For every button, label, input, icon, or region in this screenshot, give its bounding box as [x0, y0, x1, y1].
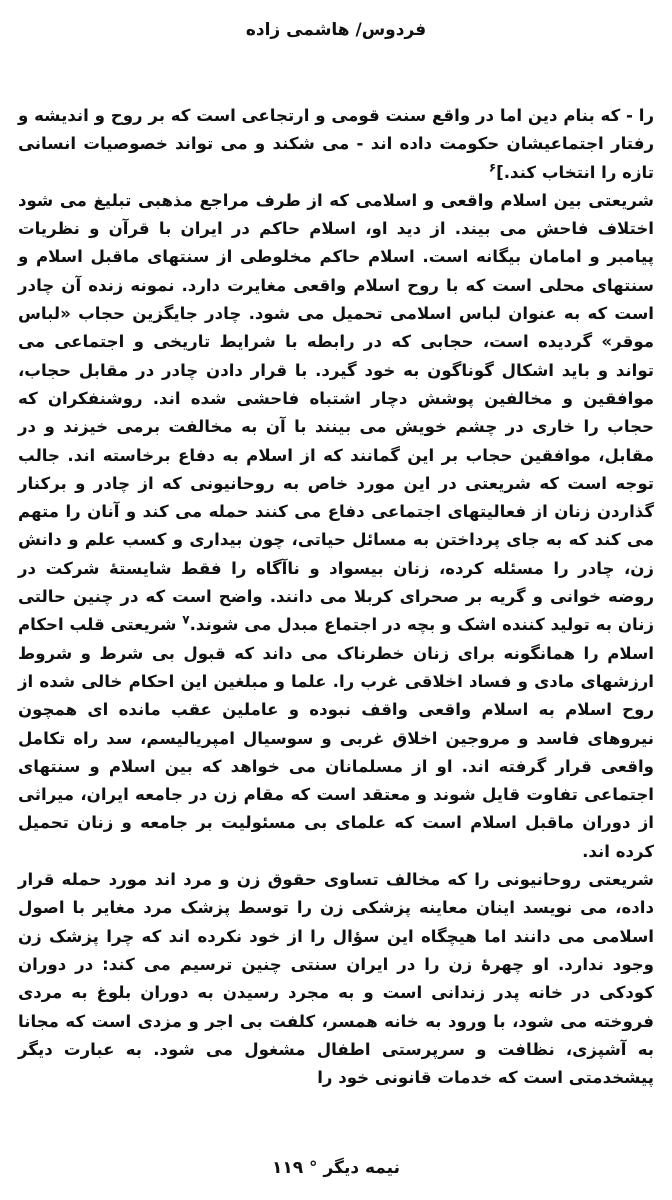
- paragraph-2-text-continued: شریعتی قلب احکام اسلام را همانگونه برای زنان خطرناک می داند که قبول بی شرط و شروط ارزشهای مادی و فساد اخلاقی غرب را. علما و مبلغین این احکام خالی شده از روح اسلام به اسلام واقعی واقف نبوده و عاملین عقب مانده ای همچون نیروهای فاسد و مروجین اخلاق غربی و سوسیال امپریالیسم، سد راه تکامل واقعی قرار گرفته اند. او از مسلمانان می خواهد که بین اسلام و سنتهای اجتماعی تفاوت قایل شوند و معتقد است که مقام زن در جامعه ایران، میراثی از دوران ماقبل اسلام است که علمای بی مسئولیت بر جامعه و زنان تحمیل کرده اند.: [18, 615, 654, 861]
- body-text: [18, 102, 654, 1092]
- running-header-title: فردوس/ هاشمی زاده: [245, 20, 427, 40]
- paragraph-1-text: را - که بنام دین اما در واقع سنت قومی و ارتجاعی است که بر روح و اندیشه و رفتار اجتماعیشان حکومت داده اند - می شکند و می تواند خصوصیات انسانی تازه را انتخاب کند.]: [18, 106, 654, 182]
- paragraph-1: [18, 102, 654, 187]
- paragraph-2-text: شریعتی بین اسلام واقعی و اسلامی که از طرف مراجع مذهبی تبلیغ می شود اختلاف فاحش می بیند. از دید او، اسلام حاکم در ایران با قرآن و نظریات پیامبر و امامان بیگانه است. اسلام حاکم مخلوطی از سنتهای ماقبل اسلام و سنتهای محلی است که با روح اسلام واقعی مغایرت دارد. نمونه زنده آن چادر است که به عنوان لباس اسلامی تحمیل می شود. چادر جایگزین حجاب «لباس موقر» گردیده است، حجابی که در رابطه با شرایط تاریخی و اجتماعی می تواند و باید اشکال گوناگون به خود گیرد. با قرار دادن چادر در مقابل حجاب، موافقین و مخالفین پوشش دچار اشتباه فاحشی شده اند. روشنفکران که حجاب را خاری در چشم خویش می بینند با آن به مخالفت برمی خیزند و در مقابل، موافقین حجاب بر این گمانند که از اسلام به دفاع برخاسته اند. جالب توجه است که شریعتی در این مورد خاص به روحانیونی که از چادر و برکنار گذاردن زنان از فعالیتهای اجتماعی دفاع می کنند حمله می کند و آنان را متهم می کند که به جای پرداختن به مسائل حیاتی، چون بیداری و کسب علم و دانش زن، چادر را مسئله کرده، زنان بیسواد و ناآگاه را فقط شایستهٔ شرکت در روضه خوانی و گریه بر صحرای کربلا می دانند. واضح است که در چنین حالتی زنان به تولید کننده اشک و بچه در اجتماع مبدل می شوند.: [18, 190, 655, 635]
- footnote-marker-6: ۶: [488, 160, 497, 175]
- paragraph-3: [18, 866, 654, 1092]
- paragraph-2: [18, 187, 654, 866]
- footnote-marker-7: ۷: [182, 612, 190, 627]
- page-footer-folio: نیمه دیگر ° ۱۱۹: [272, 1158, 400, 1178]
- paragraph-3-text: شریعتی روحانیونی را که مخالف تساوی حقوق زن و مرد اند مورد حمله قرار داده، می نویسد اینان معاینه پزشکی زن را توسط پزشک مرد مغایر با اصول اسلامی می دانند اما هیچگاه این سؤال را از خود نکرده اند که چرا پزشک زن وجود ندارد. او چهرهٔ زن را در ایران سنتی چنین ترسیم می کند: در دوران کودکی در خانه پدر زندانی است و به مجرد رسیدن به دوران بلوغ به مردی فروخته می شود، با ورود به خانه همسر، کلفت بی اجر و مزدی است که مجانا به آشپزی، نظافت و سرپرستی اطفال مشغول می شود. به عبارت دیگر پیشخدمتی است که خدمات قانونی خود را: [18, 870, 654, 1088]
